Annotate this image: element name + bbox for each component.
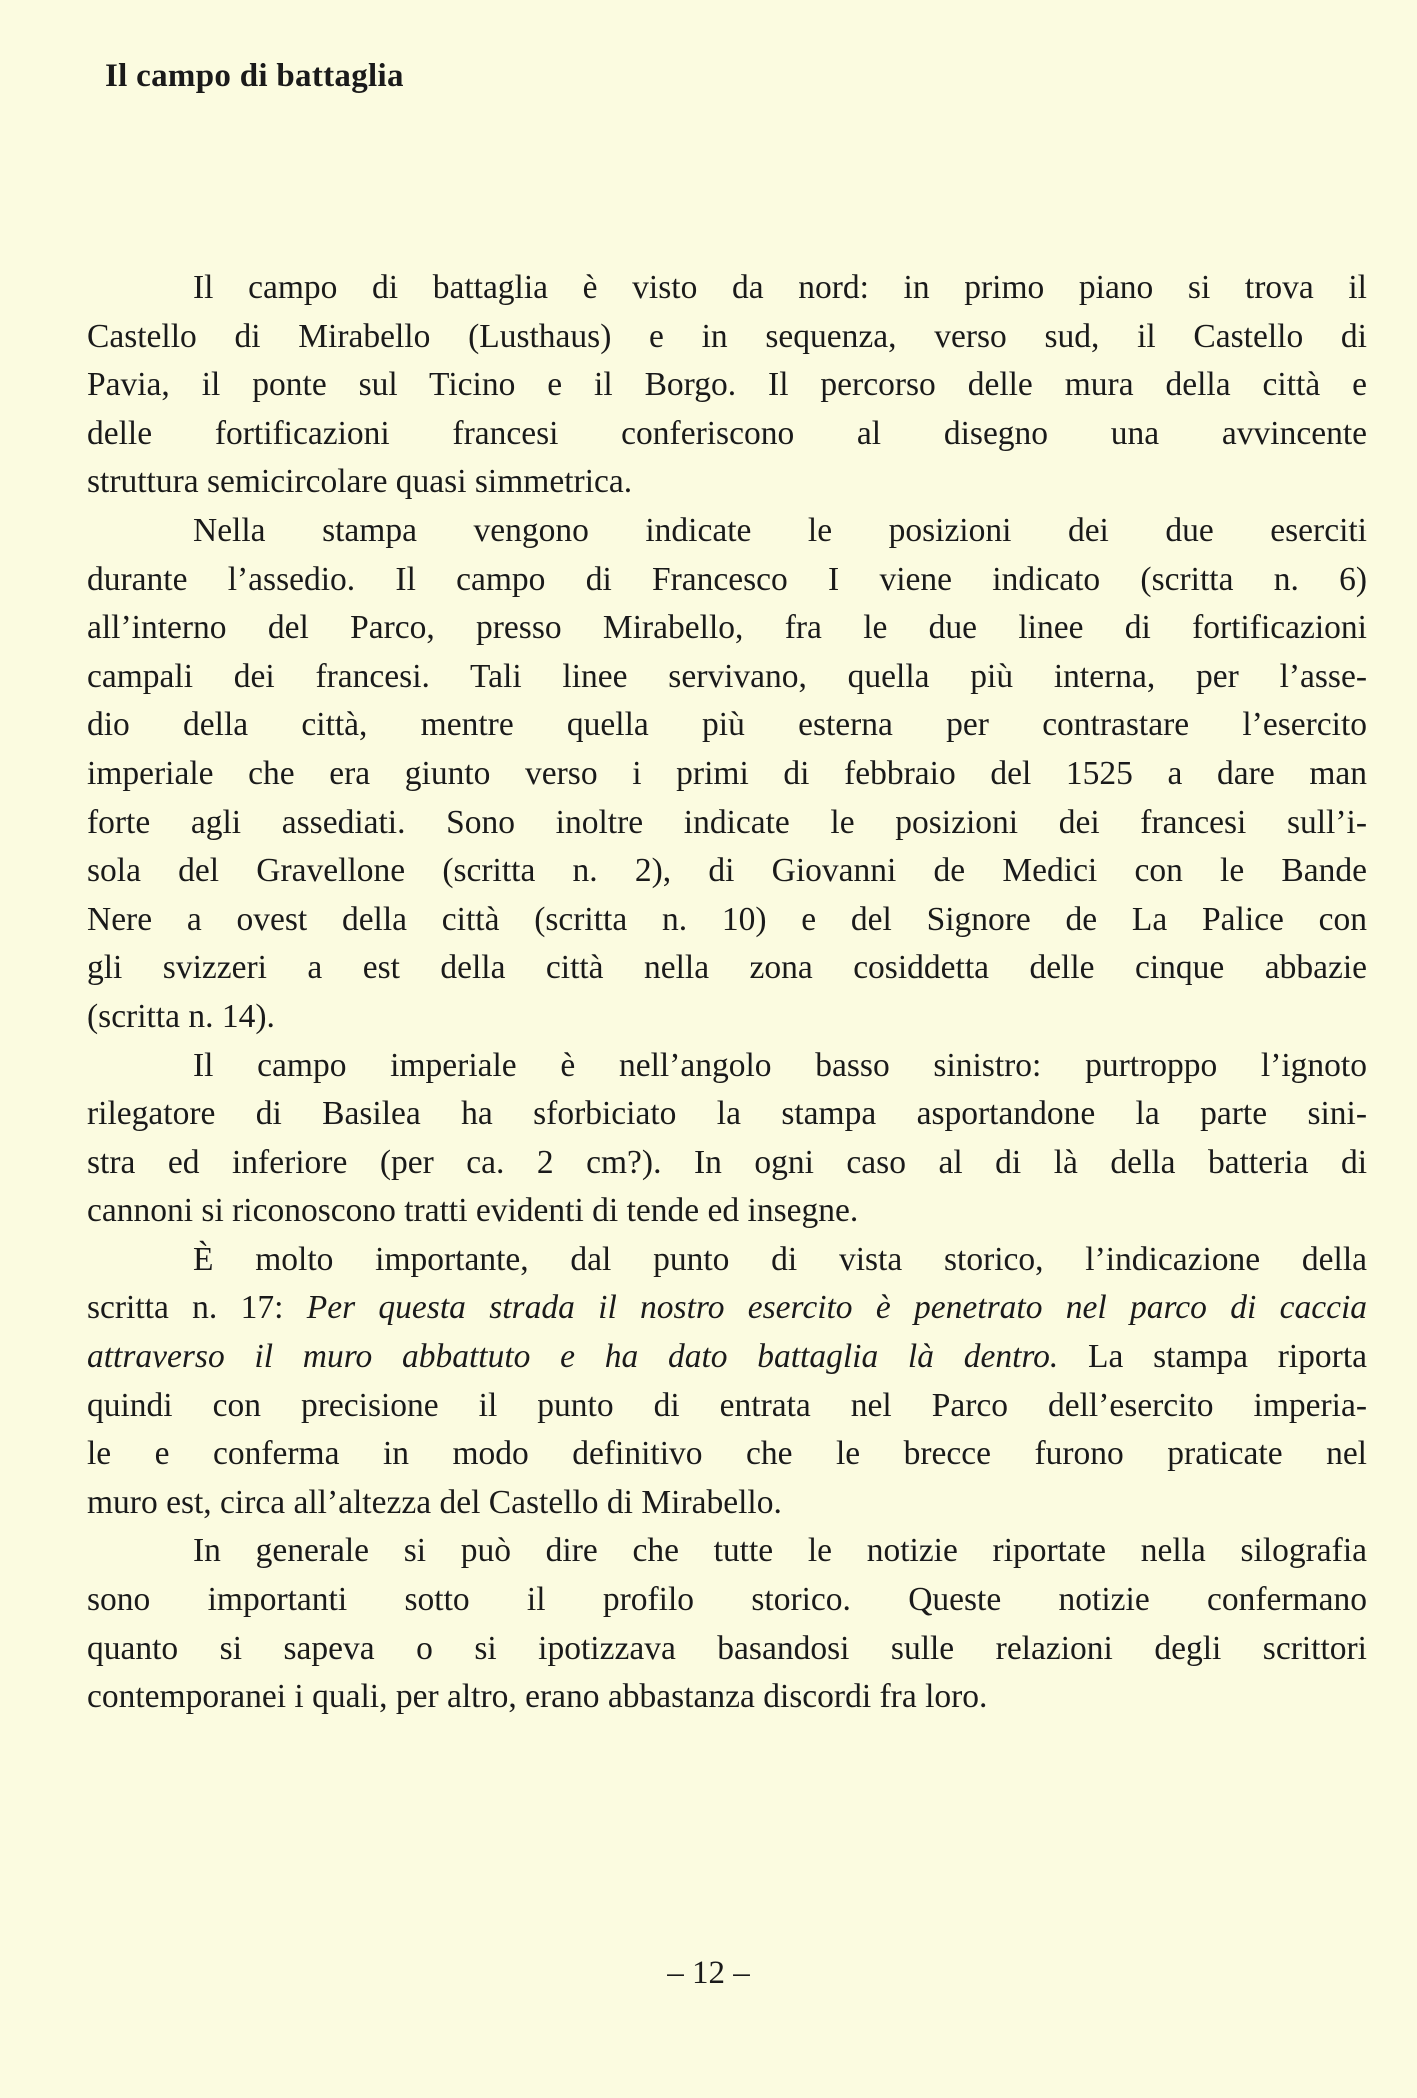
text-line: Castello di Mirabello (Lusthaus) e in sequenza, verso sud, il Castello di bbox=[87, 317, 1367, 355]
text-line: In generale si può dire che tutte le notizie riportate nella silografia bbox=[193, 1532, 1367, 1570]
quoted-inscription: Per questa strada il nostro esercito è penetrato nel parco di caccia bbox=[306, 1289, 1367, 1327]
text-line: Il campo di battaglia è visto da nord: in primo piano si trova il bbox=[193, 269, 1367, 306]
text-line: Nella stampa vengono indicate le posizioni dei due eserciti bbox=[193, 511, 1367, 549]
section-heading: Il campo di battaglia bbox=[105, 58, 404, 94]
text-line: cannoni si riconoscono tratti evidenti di tende ed insegne. bbox=[87, 1192, 859, 1230]
text-line: rilegatore di Basilea ha sforbiciato la stampa asportandone la parte sini- bbox=[87, 1095, 1367, 1133]
text-line: contemporanei i quali, per altro, erano abbastanza discordi fra loro. bbox=[87, 1678, 988, 1716]
text-line: sola del Gravellone (scritta n. 2), di Giovanni de Medici con le Bande bbox=[87, 852, 1367, 890]
text-line-suffix: La stampa riporta bbox=[1058, 1338, 1367, 1376]
text-line: (scritta n. 14). bbox=[87, 997, 275, 1035]
text-line: Pavia, il ponte sul Ticino e il Borgo. Il percorso delle mura della città e bbox=[87, 366, 1367, 404]
text-line: dio della città, mentre quella più esterna per contrastare l’esercito bbox=[87, 706, 1367, 744]
text-line: delle fortificazioni francesi conferiscono al disegno una avvincente bbox=[87, 414, 1367, 452]
text-line: Il campo imperiale è nell’angolo basso sinistro: purtroppo l’ignoto bbox=[193, 1046, 1367, 1084]
text-line: quanto si sapeva o si ipotizzava basandosi sulle relazioni degli scrittori bbox=[87, 1629, 1367, 1667]
paragraph-4 bbox=[87, 1236, 1367, 1528]
text-line: imperiale che era giunto verso i primi di febbraio del 1525 a dare man bbox=[87, 754, 1367, 792]
text-line: stra ed inferiore (per ca. 2 cm?). In ogni caso al di là della batteria di bbox=[87, 1143, 1367, 1181]
text-line: le e conferma in modo definitivo che le brecce furono praticate nel bbox=[87, 1435, 1367, 1473]
text-line bbox=[87, 1284, 1367, 1333]
text-line: campali dei francesi. Tali linee servivano, quella più interna, per l’asse- bbox=[87, 657, 1367, 695]
paragraph-5 bbox=[87, 1527, 1367, 1721]
text-line: durante l’assedio. Il campo di Francesco I viene indicato (scritta n. 6) bbox=[87, 560, 1367, 598]
paragraph-3 bbox=[87, 1042, 1367, 1236]
page-number: – 12 – bbox=[667, 1955, 750, 1991]
text-line: quindi con precisione il punto di entrata nel Parco dell’esercito imperia- bbox=[87, 1386, 1367, 1424]
text-line: all’interno del Parco, presso Mirabello, fra le due linee di fortificazioni bbox=[87, 609, 1367, 647]
text-line: struttura semicircolare quasi simmetrica. bbox=[87, 463, 633, 501]
paragraph-1 bbox=[87, 264, 1367, 507]
text-line: sono importanti sotto il profilo storico. Queste notizie confermano bbox=[87, 1581, 1367, 1619]
quoted-inscription: attraverso il muro abbattuto e ha dato battaglia là dentro. bbox=[87, 1338, 1059, 1376]
text-line-prefix: scritta n. 17: bbox=[87, 1289, 307, 1327]
paragraph-2 bbox=[87, 507, 1367, 1042]
text-line: forte agli assediati. Sono inoltre indicate le posizioni dei francesi sull’i- bbox=[87, 803, 1367, 841]
text-line: gli svizzeri a est della città nella zona cosiddetta delle cinque abbazie bbox=[87, 949, 1367, 987]
body-text bbox=[87, 264, 1367, 1722]
text-line: Nere a ovest della città (scritta n. 10) e del Signore de La Palice con bbox=[87, 900, 1367, 938]
text-line: muro est, circa all’altezza del Castello di Mirabello. bbox=[87, 1483, 782, 1521]
text-line: È molto importante, dal punto di vista storico, l’indicazione della bbox=[193, 1240, 1367, 1278]
text-line bbox=[87, 1333, 1367, 1382]
